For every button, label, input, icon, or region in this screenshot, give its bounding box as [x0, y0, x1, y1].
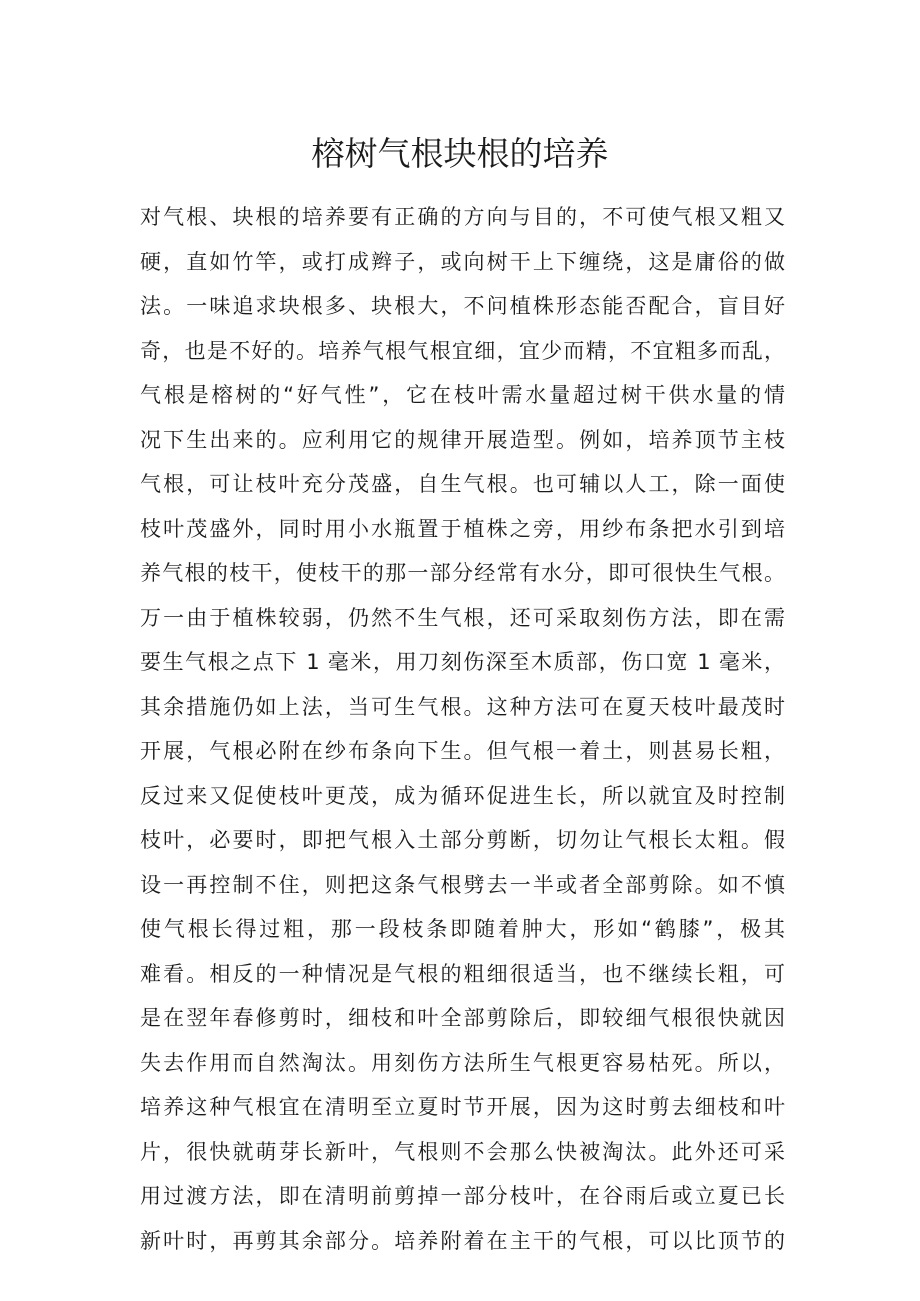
body-line: 片，很快就萌芽长新叶，气根则不会那么快被淘汰。此外还可采 — [140, 1139, 785, 1164]
body-line: 气根是榕树的“好气性”，它在枝叶需水量超过树干供水量的情 — [140, 383, 785, 407]
body-line: 是在翌年春修剪时，细枝和叶全部剪除后，即较细气根很快就因 — [140, 1006, 785, 1030]
body-line: 硬，直如竹竿，或打成辫子，或向树干上下缠绕，这是庸俗的做 — [140, 249, 785, 274]
body-line: 难看。相反的一种情况是气根的粗细很适当，也不继续长粗，可 — [140, 961, 785, 986]
body-line: 用过渡方法，即在清明前剪掉一部分枝叶，在谷雨后或立夏已长 — [140, 1184, 785, 1208]
body-line: 培养这种气根宜在清明至立夏时节开展，因为这时剪去细枝和叶 — [140, 1095, 785, 1119]
document-body — [140, 195, 785, 1263]
body-line: 况下生出来的。应利用它的规律开展造型。例如，培养顶节主枝 — [140, 427, 785, 452]
body-line: 使气根长得过粗，那一段枝条即随着肿大，形如“鹤膝”，极其 — [140, 917, 785, 941]
body-line: 开展，气根必附在纱布条向下生。但气根一着土，则甚易长粗， — [140, 739, 785, 763]
body-line: 其余措施仍如上法，当可生气根。这种方法可在夏天枝叶最茂时 — [140, 694, 785, 719]
body-line: 奇，也是不好的。培养气根气根宜细，宜少而精，不宜粗多而乱， — [140, 338, 785, 363]
body-line: 失去作用而自然淘汰。用刻伤方法所生气根更容易枯死。所以， — [140, 1050, 785, 1075]
body-line: 法。一味追求块根多、块根大，不问植株形态能否配合，盲目好 — [140, 294, 785, 318]
body-line: 万一由于植株较弱，仍然不生气根，还可采取刻伤方法，即在需 — [140, 605, 785, 630]
body-line: 新叶时，再剪其余部分。培养附着在主干的气根，可以比顶节的 — [140, 1228, 785, 1253]
body-line: 要生气根之点下 1 毫米，用刀刻伤深至木质部，伤口宽 1 毫米， — [140, 650, 785, 674]
body-line: 气根，可让枝叶充分茂盛，自生气根。也可辅以人工，除一面使 — [140, 472, 785, 496]
body-line: 枝叶，必要时，即把气根入土部分剪断，切勿让气根长太粗。假 — [140, 828, 785, 852]
document-title: 榕树气根块根的培养 — [311, 134, 609, 173]
body-line: 枝叶茂盛外，同时用小水瓶置于植株之旁，用纱布条把水引到培 — [140, 516, 785, 541]
body-line: 养气根的枝干，使枝干的那一部分经常有水分，即可很快生气根。 — [140, 561, 785, 585]
body-line: 对气根、块根的培养要有正确的方向与目的，不可使气根又粗又 — [140, 205, 785, 229]
body-line: 设一再控制不住，则把这条气根劈去一半或者全部剪除。如不慎 — [140, 872, 785, 897]
body-line: 反过来又促使枝叶更茂，成为循环促进生长，所以就宜及时控制 — [140, 783, 785, 808]
